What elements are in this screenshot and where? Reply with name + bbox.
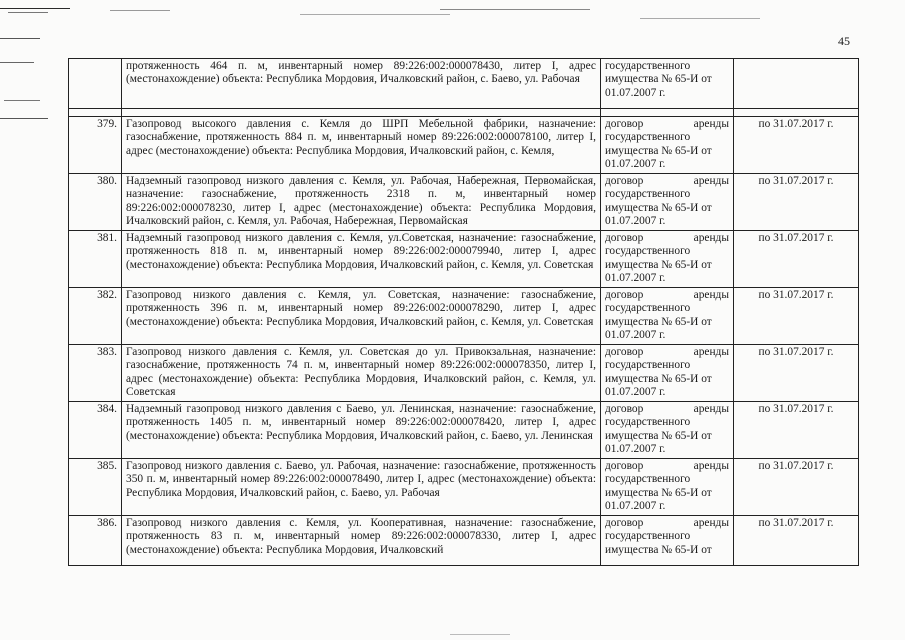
scan-artifact bbox=[440, 9, 590, 10]
basis-first-line bbox=[605, 517, 729, 530]
scan-artifact bbox=[300, 14, 450, 15]
object-description: Газопровод низкого давления с. Кемля, ул. Советская до ул. Привокзальная, назначение: газоснабжение, протяженность 74 п. м, инвентарный номер 89:226:002:000078350, литер I, адрес (местонахождение) объекта: Республика Мордовия, Ичалковский район, с. Кемля, ул. Советская bbox=[122, 345, 601, 402]
basis-word-contract: договор bbox=[605, 289, 644, 301]
term-cell: по 31.07.2017 г. bbox=[734, 288, 859, 345]
scan-artifact bbox=[0, 118, 48, 119]
object-description: Газопровод низкого давления с. Кемля, ул. Кооперативная, назначение: газоснабжение, протяженность 83 п. м, инвентарный номер 89:226:002:000078330, литер I, адрес (местонахождение) объекта: Республика Мордовия, Ичалковский bbox=[122, 516, 601, 566]
basis-first-line bbox=[605, 175, 729, 188]
basis-rest: государственного имущества № 65-И от 01.07.2007 г. bbox=[605, 245, 712, 285]
table-row bbox=[69, 516, 859, 566]
scan-artifact bbox=[450, 634, 510, 635]
term-cell: по 31.07.2017 г. bbox=[734, 516, 859, 566]
continuation-row bbox=[69, 59, 859, 109]
table-row bbox=[69, 345, 859, 402]
basis-rest: государственного имущества № 65-И от 01.07.2007 г. bbox=[605, 131, 712, 171]
scan-artifact bbox=[640, 18, 760, 19]
scan-artifact bbox=[8, 12, 48, 13]
basis-rest: государственного имущества № 65-И от bbox=[605, 530, 712, 556]
row-number: 379. bbox=[69, 117, 122, 174]
basis-rest: государственного имущества № 65-И от 01.07.2007 г. bbox=[605, 302, 712, 342]
object-description: Надземный газопровод низкого давления с. Кемля, ул. Рабочая, Набережная, Первомайская, назначение: газоснабжение, протяженность 2318 п. м, инвентарный номер 89:226:002:000078230, литер I, адрес (местонахождение) объекта: Республика Мордовия, Ичалковский район, с. Кемля, ул. Рабочая, Набережная, Первомайская bbox=[122, 174, 601, 231]
basis-rest: государственного имущества № 65-И от 01.07.2007 г. bbox=[605, 416, 712, 456]
object-description: Надземный газопровод низкого давления с Баево, ул. Ленинская, назначение: газоснабжение, протяженность 1405 п. м, инвентарный номер 89:226:002:000078420, литер I, адрес (местонахождение) объекта: Республика Мордовия, Ичалковский район, с. Баево, ул. Ленинская bbox=[122, 402, 601, 459]
basis-word-contract: договор bbox=[605, 346, 644, 358]
basis-word-contract: договор bbox=[605, 403, 644, 415]
basis-cell bbox=[601, 402, 734, 459]
term-cell: по 31.07.2017 г. bbox=[734, 402, 859, 459]
term-cell: по 31.07.2017 г. bbox=[734, 174, 859, 231]
object-description: протяженность 464 п. м, инвентарный номер 89:226:002:000078430, литер I, адрес (местонахождение) объекта: Республика Мордовия, Ичалковский район, с. Баево, ул. Рабочая bbox=[122, 59, 601, 109]
scan-artifact bbox=[0, 62, 34, 63]
object-description: Надземный газопровод низкого давления с. Кемля, ул.Советская, назначение: газоснабжение, протяженность 818 п. м, инвентарный номер 89:226:002:000079940, литер I, адрес (местонахождение) объекта: Республика Мордовия, Ичалковский район, с. Кемля, ул. Советская bbox=[122, 231, 601, 288]
term-cell: по 31.07.2017 г. bbox=[734, 117, 859, 174]
basis-first-line bbox=[605, 346, 729, 359]
basis-word-contract: договор bbox=[605, 460, 644, 472]
basis-word-contract: договор bbox=[605, 232, 644, 244]
term-cell: по 31.07.2017 г. bbox=[734, 231, 859, 288]
basis-word-lease: аренды bbox=[693, 346, 729, 358]
basis-word-lease: аренды bbox=[693, 232, 729, 244]
table-row bbox=[69, 288, 859, 345]
scan-artifact bbox=[4, 100, 40, 101]
scan-artifact bbox=[0, 8, 70, 9]
basis-first-line bbox=[605, 460, 729, 473]
basis-cell bbox=[601, 288, 734, 345]
property-table bbox=[68, 58, 859, 566]
basis-cell bbox=[601, 516, 734, 566]
table-row bbox=[69, 402, 859, 459]
basis-word-lease: аренды bbox=[693, 175, 729, 187]
basis-word-lease: аренды bbox=[693, 460, 729, 472]
basis-word-lease: аренды bbox=[693, 403, 729, 415]
spacer-row bbox=[69, 109, 859, 117]
table-row bbox=[69, 174, 859, 231]
basis-rest: государственного имущества № 65-И от 01.07.2007 г. bbox=[605, 473, 712, 513]
table-row bbox=[69, 459, 859, 516]
term-cell: по 31.07.2017 г. bbox=[734, 459, 859, 516]
basis-rest: государственного имущества № 65-И от 01.07.2007 г. bbox=[605, 359, 712, 399]
row-number: 385. bbox=[69, 459, 122, 516]
basis-cell bbox=[601, 345, 734, 402]
basis-cell: государственного имущества № 65-И от 01.07.2007 г. bbox=[601, 59, 734, 109]
row-number: 384. bbox=[69, 402, 122, 459]
scan-artifact bbox=[110, 10, 170, 11]
row-number: 383. bbox=[69, 345, 122, 402]
table-row bbox=[69, 117, 859, 174]
page-number: 45 bbox=[838, 34, 850, 48]
basis-first-line bbox=[605, 403, 729, 416]
row-number: 381. bbox=[69, 231, 122, 288]
scan-artifact bbox=[0, 38, 40, 39]
basis-word-contract: договор bbox=[605, 118, 644, 130]
row-number: 386. bbox=[69, 516, 122, 566]
object-description: Газопровод высокого давления с. Кемля до ШРП Мебельной фабрики, назначение: газоснабжение, протяженность 884 п. м, инвентарный номер 89:226:002:000078100, литер I, адрес (местонахождение) объекта: Республика Мордовия, Ичалковский район, с. Кемля, bbox=[122, 117, 601, 174]
basis-rest: государственного имущества № 65-И от 01.07.2007 г. bbox=[605, 188, 712, 228]
term-cell: по 31.07.2017 г. bbox=[734, 345, 859, 402]
basis-first-line bbox=[605, 118, 729, 131]
object-description: Газопровод низкого давления с. Кемля, ул. Советская, назначение: газоснабжение, протяженность 396 п. м, инвентарный номер 89:226:002:000078290, литер I, адрес (местонахождение) объекта: Республика Мордовия, Ичалковский район, с. Кемля, ул. Советская bbox=[122, 288, 601, 345]
basis-first-line bbox=[605, 232, 729, 245]
basis-cell bbox=[601, 117, 734, 174]
row-number: 382. bbox=[69, 288, 122, 345]
basis-word-lease: аренды bbox=[693, 517, 729, 529]
basis-cell bbox=[601, 459, 734, 516]
basis-cell bbox=[601, 174, 734, 231]
row-number bbox=[69, 59, 122, 109]
table-row bbox=[69, 231, 859, 288]
basis-word-lease: аренды bbox=[693, 118, 729, 130]
term-cell bbox=[734, 59, 859, 109]
row-number: 380. bbox=[69, 174, 122, 231]
object-description: Газопровод низкого давления с. Баево, ул. Рабочая, назначение: газоснабжение, протяженность 350 п. м, инвентарный номер 89:226:002:000078490, литер I, адрес (местонахождение) объекта: Республика Мордовия, Ичалковский район, с. Баево, ул. Рабочая bbox=[122, 459, 601, 516]
basis-word-contract: договор bbox=[605, 517, 644, 529]
basis-word-lease: аренды bbox=[693, 289, 729, 301]
basis-cell bbox=[601, 231, 734, 288]
basis-first-line bbox=[605, 289, 729, 302]
basis-word-contract: договор bbox=[605, 175, 644, 187]
